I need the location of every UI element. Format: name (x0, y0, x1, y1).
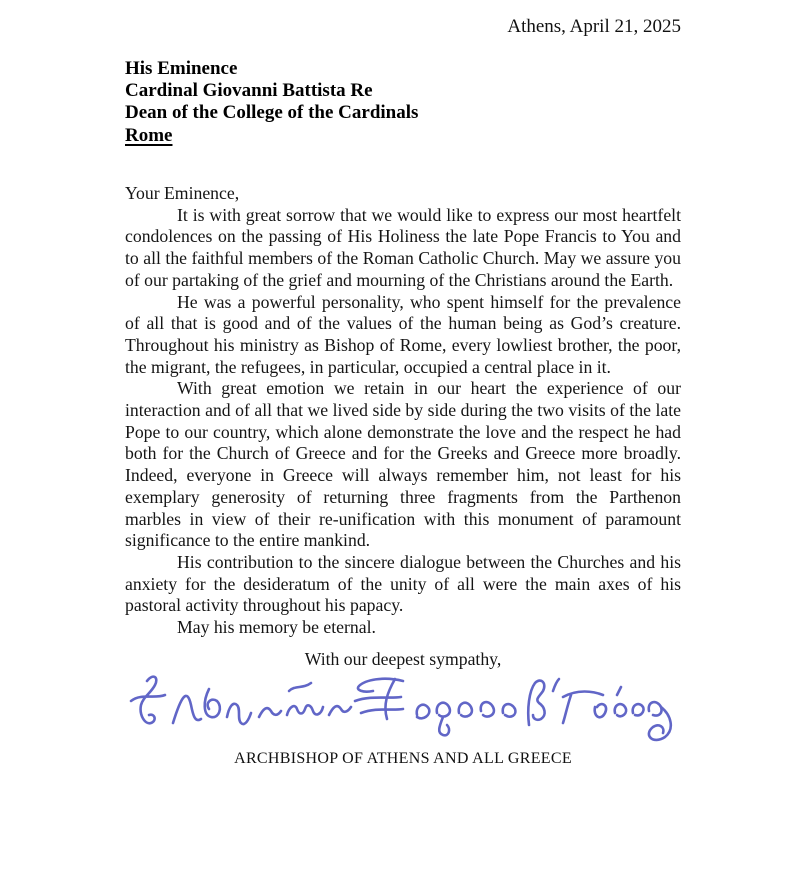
body-paragraph: His contribution to the sincere dialogue between the Churches and his anxiety for the desideratum of the unity of all were the main axes of his pastoral activity throughout his papacy. (125, 551, 681, 616)
recipient-line: His Eminence (125, 58, 238, 79)
recipient-line: Dean of the College of the Cardinals (125, 102, 419, 124)
letter-body (125, 183, 681, 770)
body-paragraph: He was a powerful personality, who spent himself for the prevalence of all that is good and of the values of the human being as God’s creature. Throughout his ministry as Bishop of Rome, every lowliest brother, the poor, the migrant, the refugees, in particular, occupied a central place in it. (125, 291, 681, 377)
recipient-block (125, 58, 418, 147)
body-paragraph: May his memory be eternal. (177, 617, 376, 638)
closing-line: With our deepest sympathy, (304, 648, 502, 669)
body-paragraph: It is with great sorrow that we would like to express our most heartfelt condolences on the passing of His Holiness the late Pope Francis to You and to all the faithful members of the Roman Catholic Church. May we assure you of our partaking of the grief and mourning of the Christians around the Earth. (125, 204, 681, 290)
handwritten-signature (125, 671, 681, 747)
salutation: Your Eminence, (125, 183, 240, 203)
body-paragraph: With great emotion we retain in our heart the experience of our interaction and of all that we lived side by side during the two visits of the late Pope to our country, which alone demonstrate the love and the respect he had both for the Church of Greece and for the Greeks and Greece more broadly. Indeed, everyone in Greece will always remember him, not least for his exemplary generosity of returning three fragments from the Parthenon marbles in view of their re-unification with this monument of paramount significance to the entire mankind. (125, 378, 681, 551)
signature-ink-icon (125, 671, 681, 747)
recipient-city: Rome (125, 124, 173, 146)
sender-title: ARCHBISHOP OF ATHENS AND ALL GREECE (234, 750, 572, 768)
date-line: Athens, April 21, 2025 (507, 16, 681, 37)
recipient-line: Cardinal Giovanni Battista Re (125, 80, 373, 102)
